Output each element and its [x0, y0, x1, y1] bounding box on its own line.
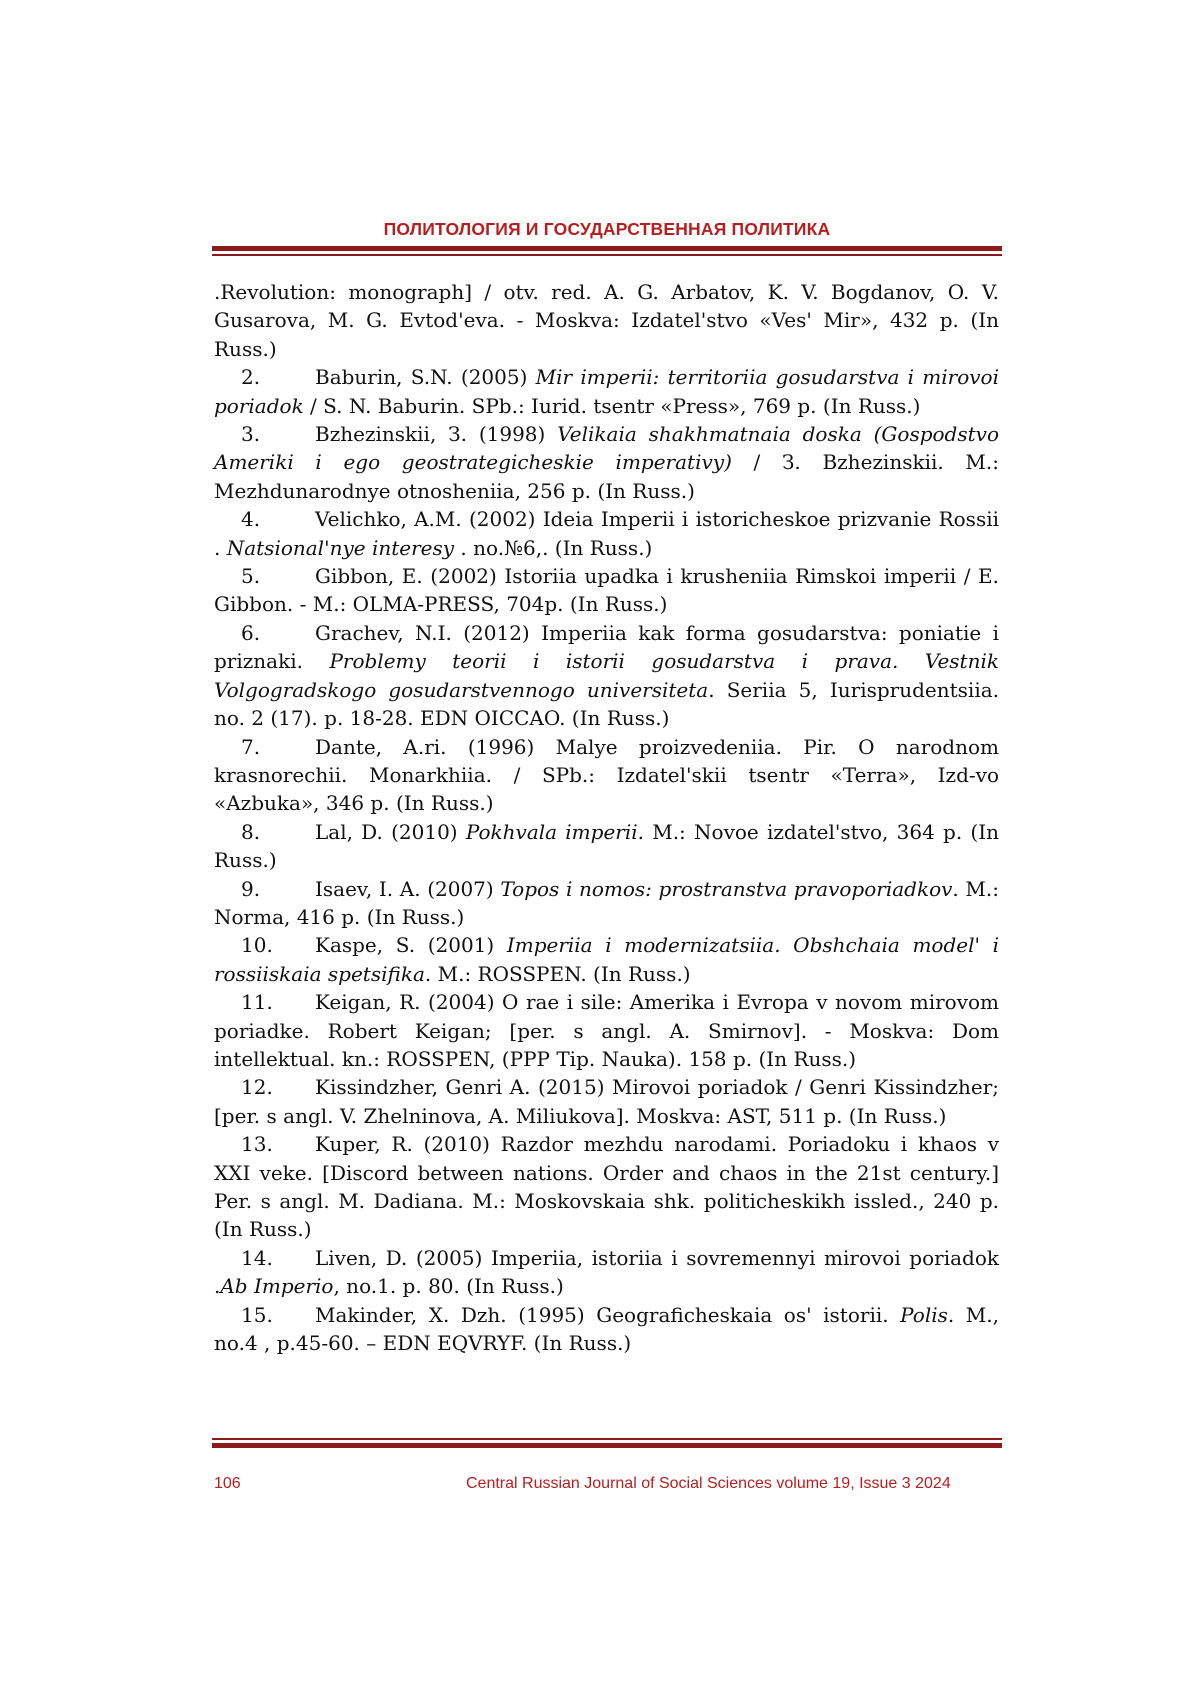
reference-number: 13. [241, 1130, 315, 1158]
reference-item [214, 931, 999, 988]
reference-text: Velichko, A.M. (2002) Ideia Imperii i istoricheskoe prizvanie Rossii . [214, 507, 999, 559]
reference-item [214, 505, 999, 562]
reference-text: Dante, A.ri. (1996) Malye proizvedeniia. Pir. O narodnom krasnorechii. Monarkhiia. / SPb.: Izdatel'skii tsentr «Terra», Izd-vo «Azbuka», 346 p. (In Russ.) [214, 735, 999, 816]
page-number: 106 [214, 1475, 241, 1493]
journal-name: Central Russian Journal of Social Sciences volume 19, Issue 3 2024 [466, 1475, 951, 1493]
reference-title-italic: Imperiia i modernizatsiia. Obshchaia model' i rossiiskaia spetsifika [214, 933, 999, 985]
reference-number: 10. [241, 931, 315, 959]
reference-number: 12. [241, 1073, 315, 1101]
reference-text-tail: , no.1. p. 80. (In Russ.) [333, 1274, 563, 1298]
reference-text: Lal, D. (2010) [315, 820, 466, 844]
reference-text: Kissindzher, Genri A. (2015) Mirovoi poriadok / Genri Kissindzher; [per. s angl. V. Zhelninova, A. Miliukova]. Moskva: AST, 511 p. (In Russ.) [214, 1075, 999, 1127]
reference-number: 8. [241, 818, 315, 846]
reference-number: 3. [241, 420, 315, 448]
reference-text-tail: / S. N. Baburin. SPb.: Iurid. tsentr «Press», 769 p. (In Russ.) [304, 394, 921, 418]
reference-text-tail: / З. Bzhezinskii. M.: Mezhdunarodnye otnosheniia, 256 p. (In Russ.) [214, 450, 999, 502]
reference-number: 6. [241, 619, 315, 647]
reference-text-tail: . no.№6,. (In Russ.) [454, 536, 652, 560]
reference-item [214, 1073, 999, 1130]
reference-number: 5. [241, 562, 315, 590]
reference-text-tail: . M.: ROSSPEN. (In Russ.) [425, 962, 691, 986]
reference-item [214, 1130, 999, 1244]
footer-rule-thick [212, 1443, 1002, 1448]
reference-title-italic: Ab Imperio [220, 1274, 333, 1298]
reference-text: Grachev, N.I. (2012) Imperiia kak forma gosudarstva: poniatie i priznaki. [214, 621, 999, 673]
reference-number: 15. [241, 1301, 315, 1329]
reference-text: Bzhezinskii, З. (1998) [315, 422, 557, 446]
reference-text: Baburin, S.N. (2005) [315, 365, 536, 389]
reference-text: Isaev, I. A. (2007) [315, 877, 500, 901]
reference-number: 4. [241, 505, 315, 533]
reference-number: 9. [241, 875, 315, 903]
reference-text: Gibbon, E. (2002) Istoriia upadka i krusheniia Rimskoi imperii / E. Gibbon. - M.: OLMA-PRESS, 704p. (In Russ.) [214, 564, 999, 616]
reference-title-italic: Pokhvala imperii. [466, 820, 644, 844]
header-rule-thick [212, 246, 1002, 251]
reference-text-tail: . M., no.4 , p.45-60. – EDN EQVRYF. (In Russ.) [214, 1303, 999, 1355]
reference-item [214, 988, 999, 1073]
reference-title-italic: Topos i nomos: prostranstva pravoporiadkov [500, 877, 952, 901]
reference-continuation: .Revolution: monograph] / otv. red. A. G. Arbatov, K. V. Bogdanov, O. V. Gusarova, M. G. Evtod'eva. - Moskva: Izdatel'stvo «Ves' Mir», 432 p. (In Russ.) [214, 278, 999, 363]
reference-text-tail: . M.: Norma, 416 p. (In Russ.) [214, 877, 999, 929]
reference-item [214, 363, 999, 420]
reference-text-tail: . Seriia 5, Iurisprudentsiia. no. 2 (17). p. 18-28. EDN OICCAO. (In Russ.) [214, 678, 999, 730]
reference-title-italic: Velikaia shakhmatnaia doska (Gospodstvo Ameriki i ego geostrategicheskie imperativy) [214, 422, 999, 474]
reference-text: Kaspe, S. (2001) [315, 933, 507, 957]
reference-text: Kuper, R. (2010) Razdor mezhdu narodami. Poriadoku i khaos v XXI veke. [Discord between nations. Order and chaos in the 21st century.] Per. s angl. M. Dadiana. M.: Moskovskaia shk. politicheskikh issled., 240 p. (In Russ.) [214, 1132, 999, 1241]
reference-number: 7. [241, 733, 315, 761]
reference-title-italic: Problemy teorii i istorii gosudarstva i prava. Vestnik Volgogradskogo gosudarstvennogo universiteta [214, 649, 999, 701]
reference-title-italic: Natsional'nye interesy [227, 536, 454, 560]
reference-number: 14. [241, 1244, 315, 1272]
reference-item [214, 818, 999, 875]
reference-title-italic: Polis [900, 1303, 948, 1327]
reference-text: Makinder, X. Dzh. (1995) Geograficheskaia os' istorii. [315, 1303, 900, 1327]
reference-item [214, 619, 999, 733]
reference-list [214, 278, 999, 1357]
reference-number: 11. [241, 988, 315, 1016]
reference-item [214, 420, 999, 505]
reference-item [214, 875, 999, 932]
reference-item [214, 733, 999, 818]
header-rule-thin [212, 254, 1002, 256]
reference-number: 2. [241, 363, 315, 391]
reference-text: Keigan, R. (2004) O rae i sile: Amerika i Evropa v novom mirovom poriadke. Robert Keigan; [per. s angl. A. Smirnov]. - Moskva: Dom intellektual. kn.: ROSSPEN, (PPP Tip. Nauka). 158 p. (In Russ.) [214, 990, 999, 1071]
reference-text-tail: M.: Novoe izdatel'stvo, 364 p. (In Russ.) [214, 820, 999, 872]
reference-item [214, 1244, 999, 1301]
running-header: ПОЛИТОЛОГИЯ И ГОСУДАРСТВЕННАЯ ПОЛИТИКА [212, 219, 1002, 240]
reference-title-italic: Mir imperii: territoriia gosudarstva i mirovoi poriadok [214, 365, 999, 417]
footer-rule-thin [212, 1438, 1002, 1440]
reference-text: Liven, D. (2005) Imperiia, istoriia i sovremennyi mirovoi poriadok . [214, 1246, 999, 1298]
reference-item [214, 562, 999, 619]
reference-item [214, 1301, 999, 1358]
